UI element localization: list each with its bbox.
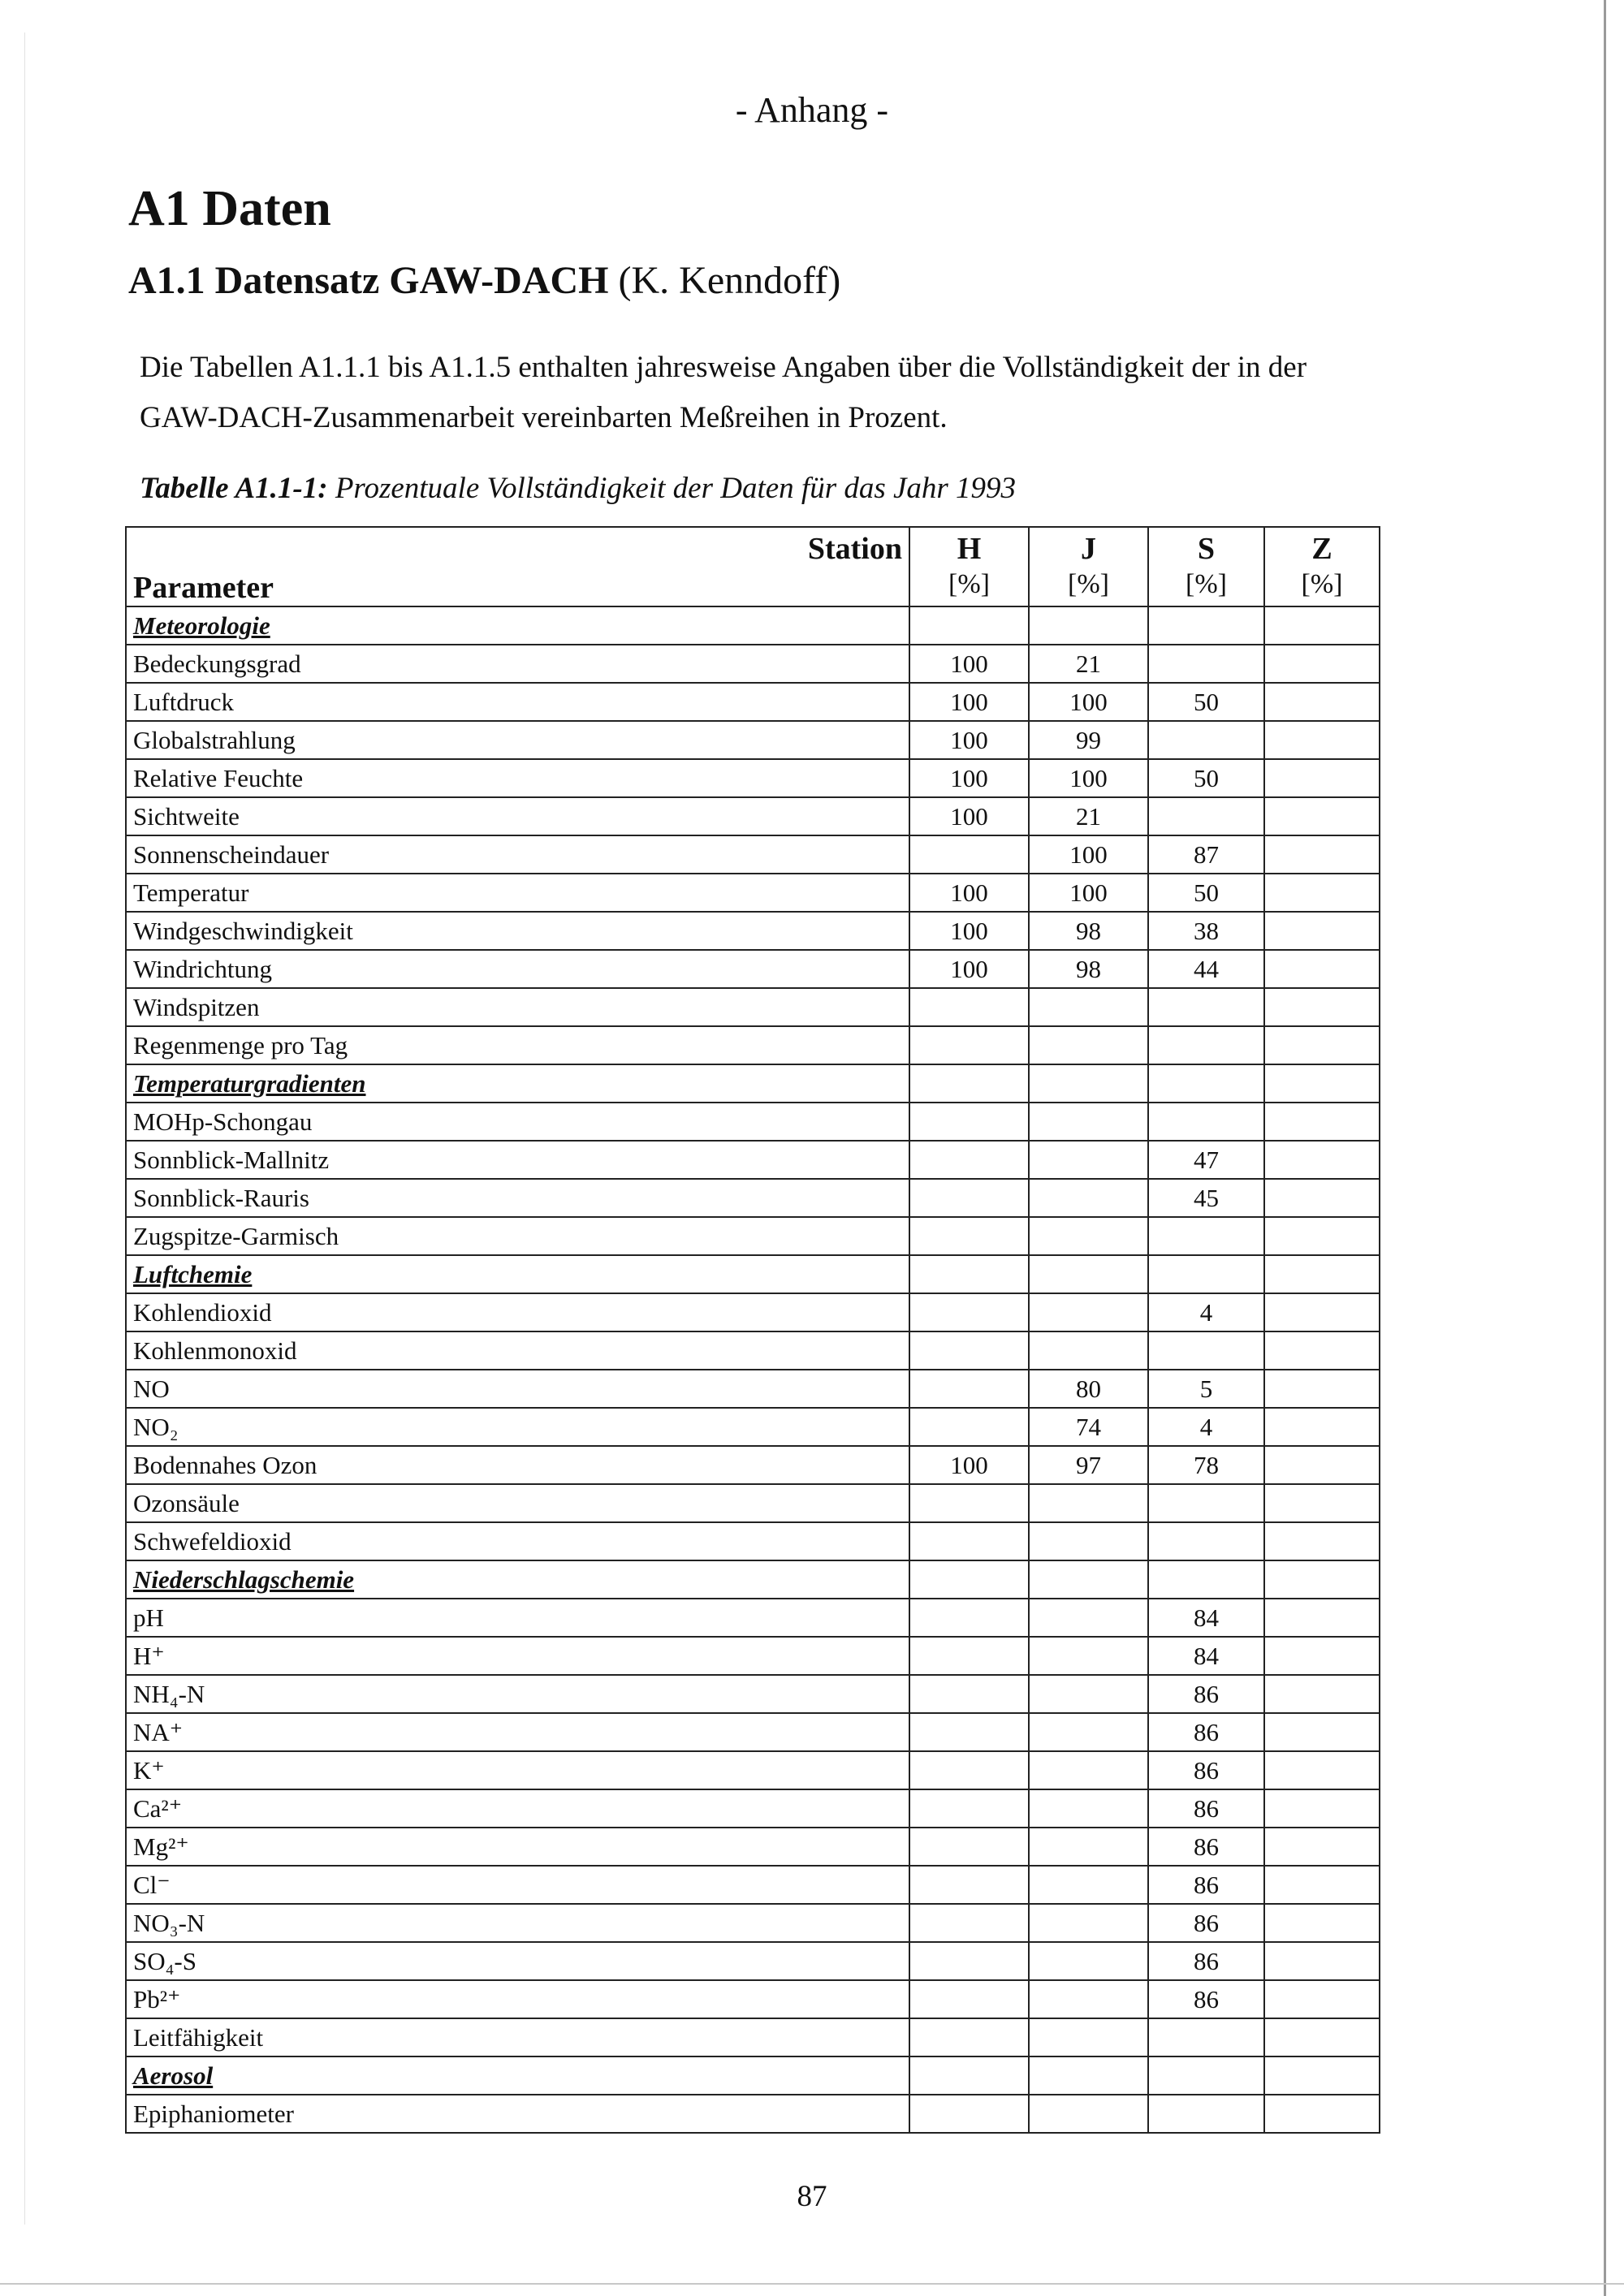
- value-cell-s: 86: [1148, 1828, 1264, 1866]
- parameter-cell: Pb²⁺: [126, 1980, 909, 2018]
- parameter-cell: SO₄-S: [126, 1942, 909, 1980]
- parameter-cell: Zugspitze-Garmisch: [126, 1217, 909, 1255]
- parameter-cell: Epiphaniometer: [126, 2095, 909, 2133]
- value-cell-z: [1264, 1026, 1380, 1064]
- value-cell-z: [1264, 1599, 1380, 1637]
- table-row: [126, 1179, 1380, 1217]
- header-station: Station: [807, 532, 902, 566]
- scan-edge-right: [1604, 0, 1606, 2296]
- value-cell-j: [1029, 1789, 1148, 1828]
- value-cell-j: [1029, 1637, 1148, 1675]
- value-cell-j: [1029, 1904, 1148, 1942]
- value-cell-z: [1264, 1560, 1380, 1599]
- value-cell-j: [1029, 1103, 1148, 1141]
- value-cell-z: [1264, 2095, 1380, 2133]
- value-cell-j: [1029, 1217, 1148, 1255]
- value-cell-s: [1148, 797, 1264, 835]
- header-station-parameter-cell: [126, 527, 909, 606]
- value-cell-h: [909, 1942, 1029, 1980]
- value-cell-s: [1148, 1484, 1264, 1522]
- value-cell-z: [1264, 1293, 1380, 1331]
- value-cell-h: [909, 1370, 1029, 1408]
- value-cell-j: [1029, 2056, 1148, 2095]
- value-cell-h: [909, 835, 1029, 874]
- table-row: [126, 1828, 1380, 1866]
- value-cell-z: [1264, 1942, 1380, 1980]
- value-cell-s: [1148, 2056, 1264, 2095]
- value-cell-z: [1264, 1370, 1380, 1408]
- value-cell-h: [909, 1713, 1029, 1751]
- parameter-cell: Relative Feuchte: [126, 759, 909, 797]
- value-cell-z: [1264, 759, 1380, 797]
- header-col-s-unit: [%]: [1186, 569, 1227, 599]
- value-cell-h: 100: [909, 721, 1029, 759]
- value-cell-z: [1264, 1866, 1380, 1904]
- table-row: [126, 1942, 1380, 1980]
- value-cell-s: 4: [1148, 1293, 1264, 1331]
- value-cell-z: [1264, 1446, 1380, 1484]
- value-cell-h: [909, 1484, 1029, 1522]
- value-cell-j: 74: [1029, 1408, 1148, 1446]
- value-cell-s: 44: [1148, 950, 1264, 988]
- value-cell-z: [1264, 1522, 1380, 1560]
- value-cell-z: [1264, 1331, 1380, 1370]
- completeness-table-body: [126, 527, 1380, 2133]
- parameter-cell: Leitfähigkeit: [126, 2018, 909, 2056]
- value-cell-z: [1264, 1751, 1380, 1789]
- parameter-cell: Sichtweite: [126, 797, 909, 835]
- table-row: [126, 1331, 1380, 1370]
- table-row: [126, 1293, 1380, 1331]
- value-cell-z: [1264, 874, 1380, 912]
- value-cell-h: 100: [909, 759, 1029, 797]
- value-cell-j: [1029, 606, 1148, 645]
- header-col-h: [909, 527, 1029, 606]
- value-cell-s: 86: [1148, 1675, 1264, 1713]
- parameter-cell: Luftchemie: [126, 1255, 909, 1293]
- parameter-cell: Aerosol: [126, 2056, 909, 2095]
- value-cell-j: [1029, 1980, 1148, 2018]
- table-row: [126, 1980, 1380, 2018]
- value-cell-j: 80: [1029, 1370, 1148, 1408]
- table-row: [126, 1522, 1380, 1560]
- value-cell-j: [1029, 1751, 1148, 1789]
- table-row: [126, 1026, 1380, 1064]
- value-cell-s: [1148, 1255, 1264, 1293]
- value-cell-j: 98: [1029, 950, 1148, 988]
- value-cell-j: 99: [1029, 721, 1148, 759]
- parameter-cell: NO₂: [126, 1408, 909, 1446]
- scan-edge-bottom: [0, 2283, 1624, 2285]
- table-row: [126, 683, 1380, 721]
- value-cell-j: [1029, 1599, 1148, 1637]
- value-cell-z: [1264, 1637, 1380, 1675]
- value-cell-h: [909, 1103, 1029, 1141]
- table-row: [126, 1866, 1380, 1904]
- value-cell-z: [1264, 606, 1380, 645]
- parameter-cell: Sonnblick-Mallnitz: [126, 1141, 909, 1179]
- value-cell-s: 50: [1148, 874, 1264, 912]
- table-row: [126, 2095, 1380, 2133]
- value-cell-s: [1148, 988, 1264, 1026]
- section-row: [126, 1255, 1380, 1293]
- value-cell-h: 100: [909, 645, 1029, 683]
- value-cell-h: [909, 1599, 1029, 1637]
- value-cell-h: 100: [909, 912, 1029, 950]
- value-cell-j: 98: [1029, 912, 1148, 950]
- value-cell-s: [1148, 606, 1264, 645]
- parameter-cell: NO₃-N: [126, 1904, 909, 1942]
- section-heading-title: A1.1 Datensatz GAW-DACH: [128, 259, 609, 302]
- value-cell-s: 84: [1148, 1599, 1264, 1637]
- table-row: [126, 1789, 1380, 1828]
- section-row: [126, 1560, 1380, 1599]
- value-cell-s: [1148, 2018, 1264, 2056]
- value-cell-j: 100: [1029, 835, 1148, 874]
- value-cell-z: [1264, 1980, 1380, 2018]
- table-row: [126, 1370, 1380, 1408]
- parameter-cell: NA⁺: [126, 1713, 909, 1751]
- section-heading: [128, 258, 840, 303]
- value-cell-h: 100: [909, 1446, 1029, 1484]
- value-cell-h: [909, 1331, 1029, 1370]
- value-cell-j: [1029, 988, 1148, 1026]
- value-cell-z: [1264, 835, 1380, 874]
- table-row: [126, 874, 1380, 912]
- value-cell-h: [909, 1179, 1029, 1217]
- value-cell-s: 45: [1148, 1179, 1264, 1217]
- table-row: [126, 1599, 1380, 1637]
- value-cell-j: 100: [1029, 874, 1148, 912]
- value-cell-z: [1264, 988, 1380, 1026]
- value-cell-h: 100: [909, 683, 1029, 721]
- value-cell-z: [1264, 1904, 1380, 1942]
- value-cell-z: [1264, 1789, 1380, 1828]
- value-cell-h: [909, 606, 1029, 645]
- table-row: [126, 1904, 1380, 1942]
- section-row: [126, 606, 1380, 645]
- value-cell-j: [1029, 2018, 1148, 2056]
- table-row: [126, 759, 1380, 797]
- value-cell-z: [1264, 1217, 1380, 1255]
- value-cell-j: [1029, 1484, 1148, 1522]
- value-cell-h: [909, 1560, 1029, 1599]
- value-cell-s: 5: [1148, 1370, 1264, 1408]
- value-cell-z: [1264, 1179, 1380, 1217]
- value-cell-h: [909, 2018, 1029, 2056]
- value-cell-s: 86: [1148, 1980, 1264, 2018]
- value-cell-h: [909, 1408, 1029, 1446]
- parameter-cell: Globalstrahlung: [126, 721, 909, 759]
- value-cell-s: 87: [1148, 835, 1264, 874]
- table-row: [126, 1217, 1380, 1255]
- parameter-cell: Sonnenscheindauer: [126, 835, 909, 874]
- value-cell-z: [1264, 2018, 1380, 2056]
- parameter-cell: Niederschlagschemie: [126, 1560, 909, 1599]
- table-caption-label: Tabelle A1.1-1:: [140, 472, 328, 505]
- value-cell-j: [1029, 1942, 1148, 1980]
- value-cell-j: [1029, 1255, 1148, 1293]
- value-cell-s: 4: [1148, 1408, 1264, 1446]
- value-cell-z: [1264, 1828, 1380, 1866]
- value-cell-z: [1264, 683, 1380, 721]
- value-cell-s: [1148, 721, 1264, 759]
- value-cell-h: 100: [909, 797, 1029, 835]
- table-row: [126, 1675, 1380, 1713]
- value-cell-s: 86: [1148, 1904, 1264, 1942]
- parameter-cell: H⁺: [126, 1637, 909, 1675]
- value-cell-h: [909, 2056, 1029, 2095]
- value-cell-h: [909, 1141, 1029, 1179]
- table-caption: [140, 471, 1016, 506]
- value-cell-h: [909, 1980, 1029, 2018]
- intro-line-2: GAW-DACH-Zusammenarbeit vereinbarten Meßreihen in Prozent.: [140, 401, 948, 434]
- table-row: [126, 797, 1380, 835]
- value-cell-z: [1264, 1713, 1380, 1751]
- value-cell-s: 38: [1148, 912, 1264, 950]
- value-cell-h: [909, 1217, 1029, 1255]
- header-col-z-name: Z: [1311, 532, 1332, 566]
- parameter-cell: Kohlendioxid: [126, 1293, 909, 1331]
- value-cell-j: 21: [1029, 645, 1148, 683]
- parameter-cell: NO: [126, 1370, 909, 1408]
- value-cell-s: [1148, 1331, 1264, 1370]
- value-cell-s: 50: [1148, 683, 1264, 721]
- table-row: [126, 1637, 1380, 1675]
- header-col-z: [1264, 527, 1380, 606]
- value-cell-j: [1029, 1293, 1148, 1331]
- parameter-cell: Windrichtung: [126, 950, 909, 988]
- parameter-cell: Sonnblick-Rauris: [126, 1179, 909, 1217]
- value-cell-j: [1029, 1522, 1148, 1560]
- value-cell-s: [1148, 1217, 1264, 1255]
- value-cell-j: [1029, 2095, 1148, 2133]
- header-col-j-name: J: [1081, 532, 1096, 566]
- table-row: [126, 2018, 1380, 2056]
- parameter-cell: Windspitzen: [126, 988, 909, 1026]
- value-cell-h: [909, 1522, 1029, 1560]
- parameter-cell: NH₄-N: [126, 1675, 909, 1713]
- parameter-cell: MOHp-Schongau: [126, 1103, 909, 1141]
- table-row: [126, 721, 1380, 759]
- section-row: [126, 2056, 1380, 2095]
- value-cell-j: [1029, 1331, 1148, 1370]
- table-row: [126, 1141, 1380, 1179]
- value-cell-s: 86: [1148, 1866, 1264, 1904]
- header-parameter: Parameter: [133, 571, 274, 605]
- value-cell-j: [1029, 1141, 1148, 1179]
- chapter-heading: A1 Daten: [128, 181, 331, 236]
- value-cell-s: [1148, 1103, 1264, 1141]
- parameter-cell: Temperatur: [126, 874, 909, 912]
- parameter-cell: Bodennahes Ozon: [126, 1446, 909, 1484]
- value-cell-s: 86: [1148, 1713, 1264, 1751]
- value-cell-s: 50: [1148, 759, 1264, 797]
- value-cell-s: 86: [1148, 1751, 1264, 1789]
- table-caption-text: Prozentuale Vollständigkeit der Daten für das Jahr 1993: [327, 472, 1017, 505]
- completeness-table: [125, 526, 1380, 2134]
- running-head: - Anhang -: [735, 90, 889, 130]
- header-col-j-unit: [%]: [1068, 569, 1109, 599]
- value-cell-z: [1264, 1103, 1380, 1141]
- parameter-cell: Ca²⁺: [126, 1789, 909, 1828]
- value-cell-j: [1029, 1866, 1148, 1904]
- value-cell-z: [1264, 2056, 1380, 2095]
- table-row: [126, 1446, 1380, 1484]
- value-cell-z: [1264, 1255, 1380, 1293]
- value-cell-h: [909, 1751, 1029, 1789]
- value-cell-z: [1264, 721, 1380, 759]
- value-cell-h: [909, 1675, 1029, 1713]
- value-cell-j: [1029, 1560, 1148, 1599]
- table-row: [126, 1408, 1380, 1446]
- section-heading-author: (K. Kenndoff): [608, 259, 841, 302]
- value-cell-h: [909, 1789, 1029, 1828]
- table-header-row: [126, 527, 1380, 606]
- value-cell-z: [1264, 1675, 1380, 1713]
- value-cell-s: [1148, 2095, 1264, 2133]
- table-row: [126, 988, 1380, 1026]
- value-cell-j: [1029, 1828, 1148, 1866]
- parameter-cell: Schwefeldioxid: [126, 1522, 909, 1560]
- table-row: [126, 1713, 1380, 1751]
- intro-line-1: Die Tabellen A1.1.1 bis A1.1.5 enthalten jahresweise Angaben über die Vollständigkeit der in der: [140, 351, 1307, 384]
- table-row: [126, 1103, 1380, 1141]
- value-cell-s: [1148, 645, 1264, 683]
- parameter-cell: K⁺: [126, 1751, 909, 1789]
- value-cell-z: [1264, 950, 1380, 988]
- parameter-cell: Bedeckungsgrad: [126, 645, 909, 683]
- value-cell-s: [1148, 1560, 1264, 1599]
- value-cell-j: [1029, 1675, 1148, 1713]
- value-cell-z: [1264, 797, 1380, 835]
- parameter-cell: Luftdruck: [126, 683, 909, 721]
- value-cell-h: [909, 1904, 1029, 1942]
- value-cell-s: 47: [1148, 1141, 1264, 1179]
- value-cell-z: [1264, 645, 1380, 683]
- parameter-cell: Temperaturgradienten: [126, 1064, 909, 1103]
- intro-paragraph: [140, 343, 1471, 443]
- parameter-cell: Meteorologie: [126, 606, 909, 645]
- header-col-s: [1148, 527, 1264, 606]
- parameter-cell: Windgeschwindigkeit: [126, 912, 909, 950]
- value-cell-z: [1264, 1484, 1380, 1522]
- header-col-h-name: H: [957, 532, 982, 566]
- header-col-j: [1029, 527, 1148, 606]
- table-row: [126, 835, 1380, 874]
- value-cell-h: [909, 1064, 1029, 1103]
- parameter-cell: pH: [126, 1599, 909, 1637]
- value-cell-j: 100: [1029, 683, 1148, 721]
- value-cell-s: [1148, 1064, 1264, 1103]
- table-row: [126, 645, 1380, 683]
- parameter-cell: Cl⁻: [126, 1866, 909, 1904]
- value-cell-j: [1029, 1179, 1148, 1217]
- header-col-h-unit: [%]: [948, 569, 990, 599]
- value-cell-h: [909, 1828, 1029, 1866]
- value-cell-h: [909, 1026, 1029, 1064]
- value-cell-j: 100: [1029, 759, 1148, 797]
- value-cell-z: [1264, 1141, 1380, 1179]
- value-cell-h: [909, 2095, 1029, 2133]
- value-cell-s: 78: [1148, 1446, 1264, 1484]
- header-col-s-name: S: [1197, 532, 1216, 566]
- value-cell-j: [1029, 1064, 1148, 1103]
- table-row: [126, 912, 1380, 950]
- value-cell-j: 97: [1029, 1446, 1148, 1484]
- value-cell-j: 21: [1029, 797, 1148, 835]
- value-cell-h: [909, 1255, 1029, 1293]
- scan-edge-left: [24, 32, 25, 2225]
- value-cell-h: 100: [909, 874, 1029, 912]
- table-row: [126, 1484, 1380, 1522]
- value-cell-j: [1029, 1713, 1148, 1751]
- value-cell-s: 86: [1148, 1942, 1264, 1980]
- parameter-cell: Ozonsäule: [126, 1484, 909, 1522]
- header-col-z-unit: [%]: [1301, 569, 1343, 599]
- page-number: 87: [797, 2180, 827, 2213]
- value-cell-j: [1029, 1026, 1148, 1064]
- value-cell-h: [909, 1866, 1029, 1904]
- value-cell-s: 86: [1148, 1789, 1264, 1828]
- value-cell-h: [909, 1637, 1029, 1675]
- value-cell-h: [909, 988, 1029, 1026]
- value-cell-s: [1148, 1522, 1264, 1560]
- table-row: [126, 950, 1380, 988]
- value-cell-h: [909, 1293, 1029, 1331]
- table-row: [126, 1751, 1380, 1789]
- value-cell-z: [1264, 1408, 1380, 1446]
- value-cell-z: [1264, 1064, 1380, 1103]
- value-cell-z: [1264, 912, 1380, 950]
- value-cell-s: 84: [1148, 1637, 1264, 1675]
- value-cell-h: 100: [909, 950, 1029, 988]
- parameter-cell: Kohlenmonoxid: [126, 1331, 909, 1370]
- section-row: [126, 1064, 1380, 1103]
- value-cell-s: [1148, 1026, 1264, 1064]
- parameter-cell: Mg²⁺: [126, 1828, 909, 1866]
- parameter-cell: Regenmenge pro Tag: [126, 1026, 909, 1064]
